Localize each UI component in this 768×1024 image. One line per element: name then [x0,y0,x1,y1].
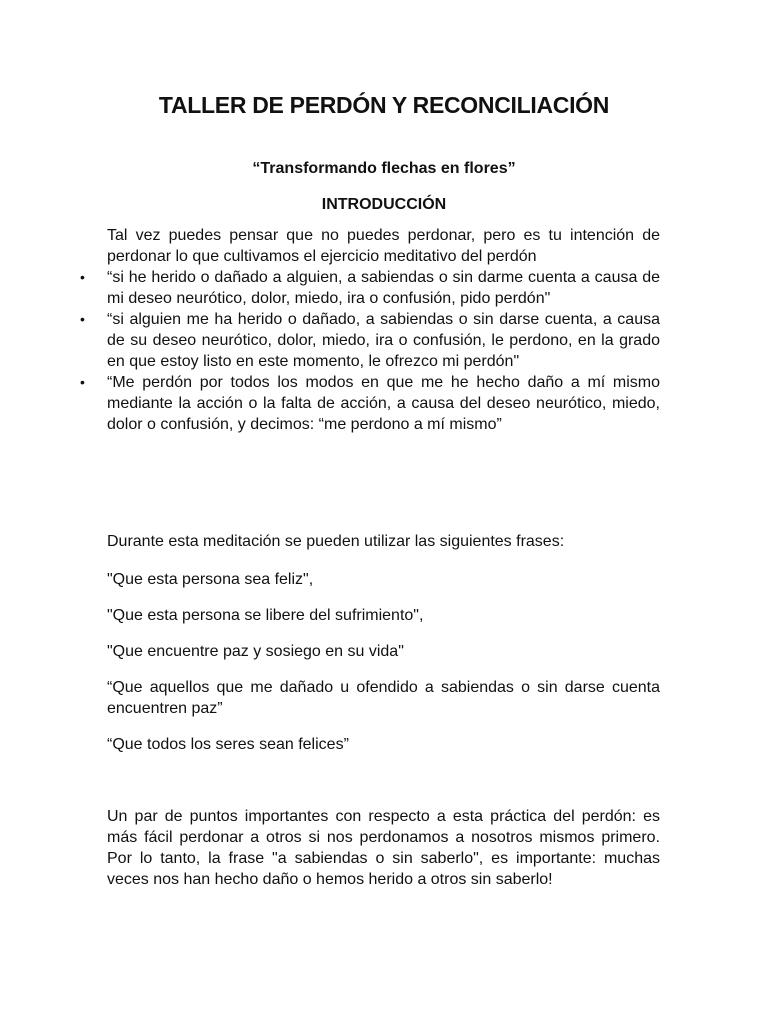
bullet-icon: • [80,374,85,390]
during-paragraph: Durante esta meditación se pueden utilizar las siguientes frases: [107,533,565,550]
final-paragraph: Un par de puntos importantes con respecto a esta práctica del perdón: es más fácil perdonar a otros si nos perdonamos a nosotros mismos primero. Por lo tanto, la frase "a sabiendas o sin saberlo", es importante: muchas veces nos han hecho daño o hemos herido a otros sin saberlo! [107,808,660,888]
list-item-text: “Me perdón por todos los modos en que me he hecho daño a mí mismo mediante la acción o la falta de acción, a causa del deseo neurótico, miedo, dolor o confusión, y decimos: “me perdono a mí mismo” [107,374,660,433]
phrase-item: “Que aquellos que me dañado u ofendido a sabiendas o sin darse cuenta encuentren paz” [107,679,660,717]
bullet-icon: • [80,311,85,327]
phrase-item: "Que encuentre paz y sosiego en su vida" [107,643,404,660]
bullet-list [80,267,660,435]
list-item-text: “si he herido o dañado a alguien, a sabiendas o sin darme cuenta a causa de mi deseo neurótico, dolor, miedo, ira o confusión, pido perdón" [107,269,660,307]
list-item-text: “si alguien me ha herido o dañado, a sabiendas o sin darse cuenta, a causa de su deseo neurótico, dolor, miedo, ira o confusión, le perdono, en la grado en que estoy listo en este momento, le ofrezco mi perdón" [107,311,660,370]
section-heading: INTRODUCCIÓN [321,196,447,213]
list-item [80,267,660,309]
subtitle: “Transformando flechas en flores” [252,160,516,177]
list-item [80,372,660,435]
intro-block [80,225,660,435]
phrase-item: "Que esta persona se libere del sufrimiento", [107,607,424,624]
list-item [80,309,660,372]
intro-paragraph: Tal vez puedes pensar que no puedes perdonar, pero es tu intención de perdonar lo que cultivamos el ejercicio meditativo del perdón [107,227,660,265]
bullet-icon: • [80,269,85,285]
page-title: TALLER DE PERDÓN Y RECONCILIACIÓN [158,92,610,118]
phrase-item: “Que todos los seres sean felices” [107,736,349,753]
phrase-item: "Que esta persona sea feliz", [107,571,314,588]
